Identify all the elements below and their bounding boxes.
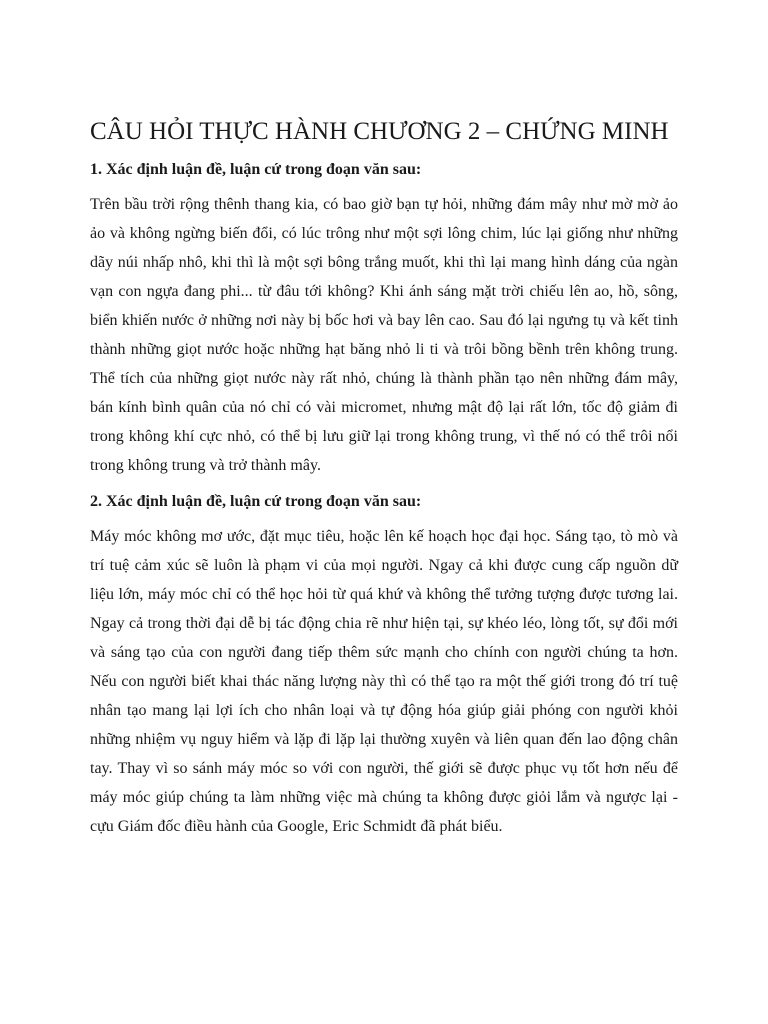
- section-paragraph: Trên bầu trời rộng thênh thang kia, có bao giờ bạn tự hỏi, những đám mây như mờ mờ ảo ảo và không ngừng biến đổi, có lúc trông như một sợi lông chim, lúc lại giống như những dãy núi nhấp nhô, khi thì là một sợi bông trắng muốt, khi thì lại mang hình dáng của ngàn vạn con ngựa đang phi... từ đâu tới không? Khi ánh sáng mặt trời chiếu lên ao, hồ, sông, biển khiến nước ở những nơi này bị bốc hơi và bay lên cao. Sau đó lại ngưng tụ và kết tinh thành những giọt nước hoặc những hạt băng nhỏ li ti và trôi bồng bềnh trên không trung. Thể tích của những giọt nước này rất nhỏ, chúng là thành phần tạo nên những đám mây, bán kính bình quân của nó chỉ có vài micromet, nhưng mật độ lại rất lớn, tốc độ giảm đi trong không khí cực nhỏ, có thể bị lưu giữ lại trong không trung, vì thế nó có thể trôi nổi trong không trung và trở thành mây.: [90, 196, 678, 474]
- section-heading: 1. Xác định luận đề, luận cứ trong đoạn văn sau:: [90, 161, 422, 178]
- document-page: [90, 112, 678, 851]
- section-paragraph: Máy móc không mơ ước, đặt mục tiêu, hoặc lên kế hoạch học đại học. Sáng tạo, tò mò và trí tuệ cảm xúc sẽ luôn là phạm vi của mọi người. Ngay cả khi được cung cấp nguồn dữ liệu lớn, máy móc chỉ có thể học hỏi từ quá khứ và không thể tưởng tượng được tương lai. Ngay cả trong thời đại dễ bị tác động chia rẽ như hiện tại, sự khéo léo, lòng tốt, sự đổi mới và sáng tạo của con người đang tiếp thêm sức mạnh cho chính con người chúng ta hơn. Nếu con người biết khai thác năng lượng này thì có thể tạo ra một thế giới trong đó trí tuệ nhân tạo mang lại lợi ích cho nhân loại và tự động hóa giúp giải phóng con người khỏi những nhiệm vụ nguy hiểm và lặp đi lặp lại thường xuyên và liên quan đến lao động chân tay. Thay vì so sánh máy móc so với con người, thế giới sẽ được phục vụ tốt hơn nếu để máy móc giúp chúng ta làm những việc mà chúng ta không được giỏi lắm và ngược lại - cựu Giám đốc điều hành của Google, Eric Schmidt đã phát biểu.: [90, 528, 678, 835]
- section-2: [90, 490, 678, 841]
- section-heading: 2. Xác định luận đề, luận cứ trong đoạn văn sau:: [90, 493, 422, 510]
- section-1: [90, 158, 678, 480]
- page-title: CÂU HỎI THỰC HÀNH CHƯƠNG 2 – CHỨNG MINH: [90, 118, 669, 145]
